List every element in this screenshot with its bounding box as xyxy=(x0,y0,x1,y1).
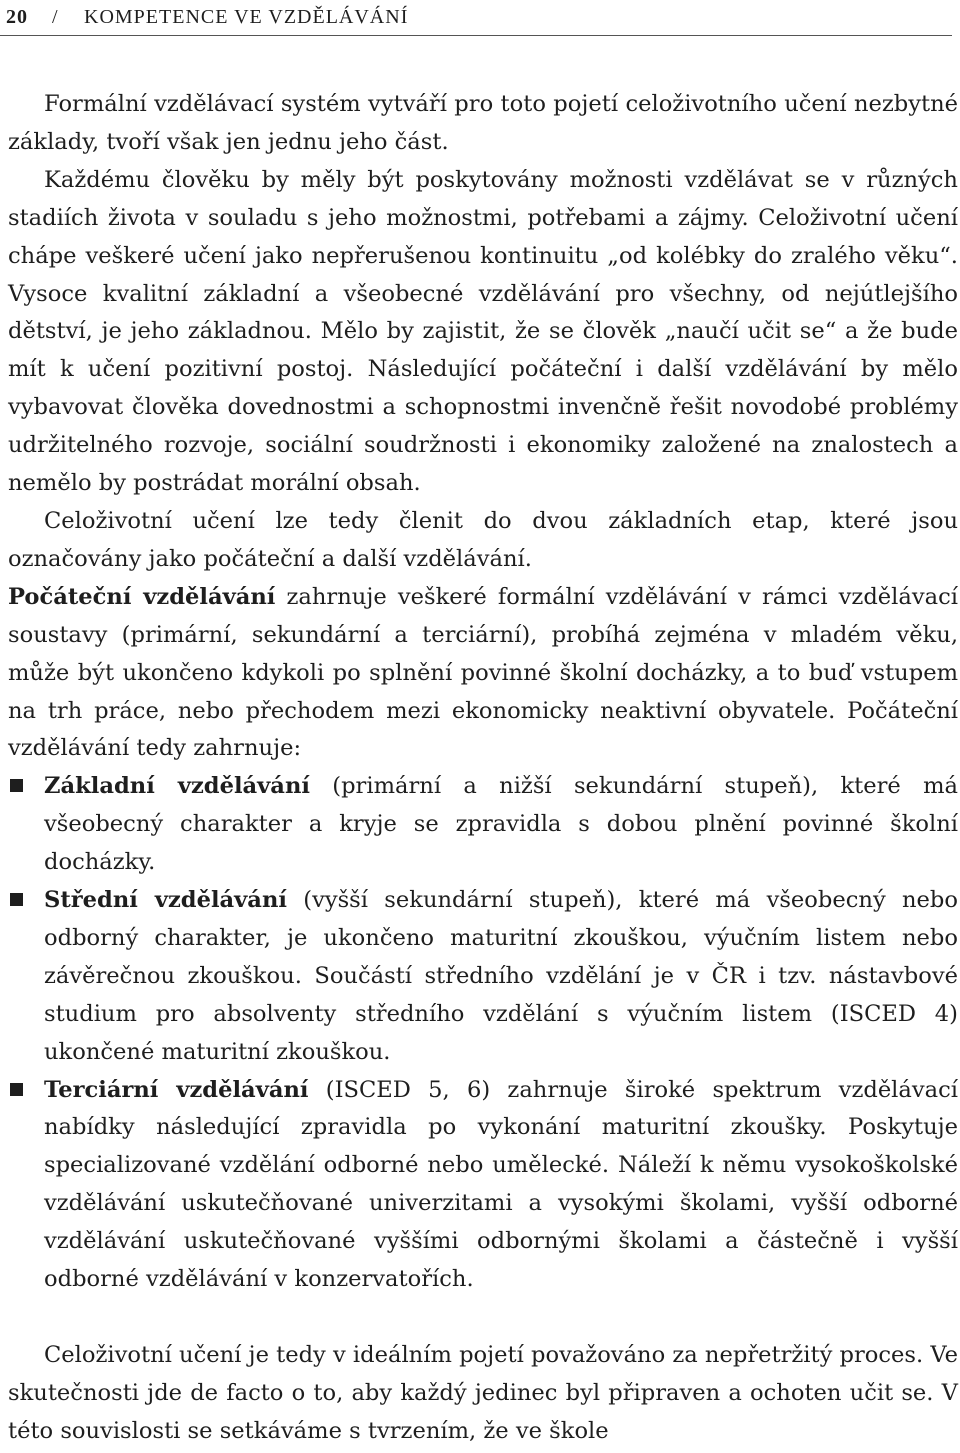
paragraph-initial-education-text: zahrnuje veškeré formální vzdělávání v rámci vzdělávací soustavy (primární, sekundární a terciární), probíhá zejména v mladém věku, může být ukončeno kdykoli po splnění povinné školní docházky, a to buď vstupem na trh práce, nebo přechodem mezi ekonomicky neaktivní obyvatele. Počáteční vzdělávání tedy zahrnuje: xyxy=(8,583,958,762)
term-tertiary-education: Terciární vzdělávání xyxy=(44,1076,309,1103)
running-header xyxy=(0,0,960,36)
header-separator: / xyxy=(52,6,59,28)
term-basic-education: Základní vzdělávání xyxy=(44,773,310,800)
paragraph-lifelong-learning: Každému člověku by měly být poskytovány možnosti vzdělávat se v různých stadiích života v souladu s jeho možnostmi, potřebami a zájmy. Celoživotní učení chápe veškeré učení jako nepřerušenou kontinuitu „od kolébky do zralého věku“. Vysoce kvalitní základní a všeobecné vzdělávání pro všechny, od nejútlejšího dětství, je jeho základnou. Mělo by zajistit, že se člověk „naučí učit se“ a že bude mít k učení pozitivní postoj. Následující počáteční i další vzdělávání by mělo vybavovat člověka dovednostmi a schopnostmi invenčně řešit novodobé problémy udržitelného rozvoje, sociální soudržnosti i ekonomiky založené na znalostech a nemělo by postrádat morální obsah. xyxy=(8,166,958,497)
list-item-text: (vyšší sekundární stupeň), které má všeobecný nebo odborný charakter, je ukončeno maturitní zkouškou, výučním listem nebo závěrečnou zkouškou. Součástí středního vzdělání je v ČR i tzv. nástavbové studium pro absolventy středního vzdělání s výučním listem (ISCED 4) ukončené maturitní zkouškou. xyxy=(44,887,958,1065)
square-bullet-icon xyxy=(10,1083,23,1096)
list-item-text: (ISCED 5, 6) zahrnuje široké spektrum vzdělávací nabídky následující zpravidla po vykonání maturitní zkoušky. Poskytuje specializované vzdělání odborné nebo umělecké. Náleží k němu vysokoškolské vzdělávání uskutečňované univerzitami a vysokými školami, vyšší odborné vzdělávání uskutečňované vyššími odbornými školami a částečně i vyšší odborné vzdělávání v konzervatořích. xyxy=(44,1076,958,1293)
header-rule xyxy=(0,35,952,36)
body-text xyxy=(8,86,958,1451)
education-levels-list xyxy=(8,768,958,1299)
paragraph-formal-system: Formální vzdělávací systém vytváří pro toto pojetí celoživotního učení nezbytné základy, tvoří však jen jednu jeho část. xyxy=(8,91,958,155)
page-number: 20 xyxy=(6,6,28,28)
list-item xyxy=(8,1072,958,1299)
paragraph-continuous-process: Celoživotní učení je tedy v ideálním pojetí považováno za nepřetržitý proces. Ve skutečnosti jde de facto o to, aby každý jedinec byl připraven a ochoten učit se. V této souvislosti se setkáváme s tvrzením, že ve škole xyxy=(8,1342,958,1444)
term-initial-education: Počáteční vzdělávání xyxy=(8,583,276,610)
list-item xyxy=(8,882,958,1072)
list-item xyxy=(8,768,958,882)
term-secondary-education: Střední vzdělávání xyxy=(44,887,287,914)
paragraph-gap xyxy=(8,1299,958,1337)
section-title: KOMPETENCE VE VZDĚLÁVÁNÍ xyxy=(84,6,409,28)
list-item-text: (primární a nižší sekundární stupeň), které má všeobecný charakter a kryje se zpravidla s dobou plnění povinné školní docházky. xyxy=(44,773,958,876)
paragraph-stages: Celoživotní učení lze tedy členit do dvou základních etap, které jsou označovány jako počáteční a další vzdělávání. xyxy=(8,507,958,572)
paragraph-initial-education xyxy=(8,579,958,769)
square-bullet-icon xyxy=(10,779,23,792)
square-bullet-icon xyxy=(10,893,23,906)
